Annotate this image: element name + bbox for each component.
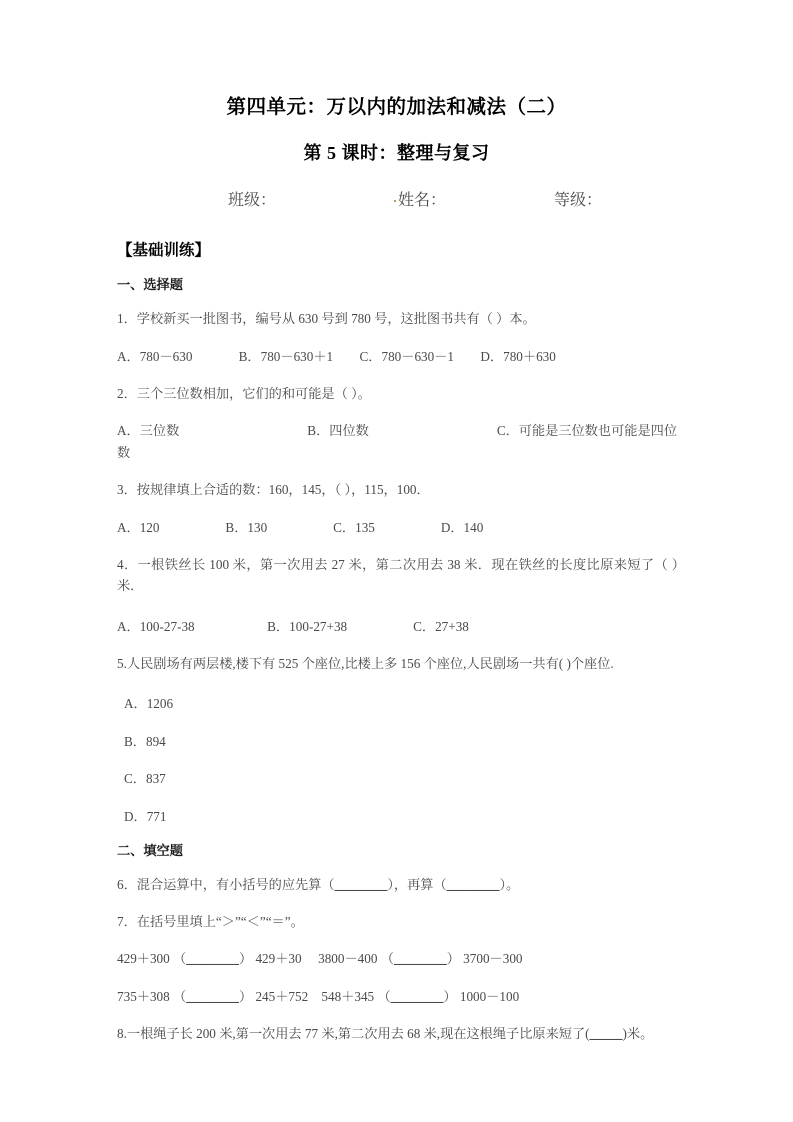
question-8-text-before: 8.一根绳子长 200 米,第一次用去 77 米,第二次用去 68 米,现在这根绳子比原来短了( — [117, 1026, 590, 1042]
q7-r1-right-1: ） 429＋30 — [238, 951, 302, 967]
question-2-option-a: A．三位数 — [117, 423, 180, 439]
dot-artifact-icon — [394, 200, 396, 202]
question-8-text — [117, 1023, 685, 1044]
question-6-text — [117, 874, 685, 895]
q7-r1-right-2: ） 3700－300 — [446, 951, 523, 967]
question-2-option-c-continued: 数 — [117, 444, 131, 460]
subheading-fill-in-blank: 二、填空题 — [117, 842, 183, 858]
question-3-options: A．120 B．130 C．135 D．140 — [117, 519, 484, 535]
question-2-option-c: C．可能是三位数也可能是四位 — [496, 423, 678, 439]
question-5-option-a: A．1206 — [124, 696, 174, 712]
question-2-option-b: B．四位数 — [307, 423, 369, 439]
question-5-options — [117, 693, 685, 827]
question-5-option-b: B．894 — [124, 733, 166, 749]
grade-label: 等级： — [554, 192, 603, 210]
section-heading-basic-training: 【基础训练】 — [117, 241, 211, 259]
question-7-text: 7．在括号里填上“＞”“＜”“＝”。 — [117, 914, 304, 930]
q7-r2-blank-1[interactable]: ________ — [186, 988, 239, 1004]
q7-r1-blank-2[interactable]: ________ — [393, 951, 447, 967]
question-6-text-mid: ），再算（ — [387, 876, 447, 892]
question-7-row-2 — [117, 986, 685, 1007]
q7-r1-left-1: 429＋300 （ — [117, 951, 187, 967]
q7-r2-gap — [308, 989, 321, 1004]
question-8-text-after: )米。 — [622, 1026, 654, 1042]
question-5-text: 5.人民剧场有两层楼,楼下有 525 个座位,比楼上多 156 个座位,人民剧场一共有( )个座位. — [117, 656, 614, 672]
question-1-text: 1．学校新买一批图书，编号从 630 号到 780 号，这批图书共有（ ）本。 — [117, 311, 536, 327]
q7-r2-blank-2[interactable]: ________ — [390, 988, 444, 1004]
q7-r2-right-1: ） 245＋752 — [238, 988, 309, 1004]
question-7-row-1 — [117, 948, 685, 969]
q7-r2-right-2: ） 1000－100 — [443, 988, 520, 1004]
question-6-blank-1[interactable]: ________ — [334, 876, 388, 892]
q7-r1-gap — [302, 951, 318, 966]
question-6-blank-2[interactable]: ________ — [446, 876, 500, 892]
question-3-text: 3．按规律填上合适的数：160，145，（ ），115，100． — [117, 482, 430, 498]
class-label: 班级： — [228, 192, 277, 210]
question-2-text: 2．三个三位数相加，它们的和可能是（ ）。 — [117, 386, 371, 402]
q7-r2-left-2: 548＋345 （ — [321, 988, 391, 1004]
question-6-text-before: 6．混合运算中，有小括号的应先算（ — [117, 876, 335, 892]
question-4-text: 4．一根铁丝长 100 米，第一次用去 27 米，第二次用去 38 米．现在铁丝的长度比原来短了（ ）米． — [117, 556, 685, 594]
content-area — [0, 210, 793, 1045]
q7-r2-left-1: 735＋308 （ — [117, 988, 187, 1004]
question-1-options: A．780－630 B．780－630＋1 C．780－630－1 D．780＋630 — [117, 348, 556, 364]
question-8-blank[interactable]: _____ — [589, 1026, 623, 1042]
q7-r1-blank-1[interactable]: ________ — [186, 951, 239, 967]
student-info-line — [0, 164, 793, 210]
page-subtitle: 第 5 课时：整理与复习 — [303, 143, 490, 164]
question-4-options: A．100-27-38 B．100-27+38 C．27+38 — [117, 618, 469, 634]
question-2-options — [117, 420, 685, 463]
question-5-option-d: D．771 — [124, 808, 167, 824]
question-5-option-c: C．837 — [124, 771, 166, 787]
page-title: 第四单元：万以内的加法和减法（二） — [226, 97, 567, 118]
subheading-multiple-choice: 一、选择题 — [117, 277, 183, 293]
question-6-text-after: ）。 — [499, 876, 520, 892]
name-label: 姓名： — [398, 192, 447, 210]
q7-r1-left-2: 3800－400 （ — [318, 951, 394, 967]
